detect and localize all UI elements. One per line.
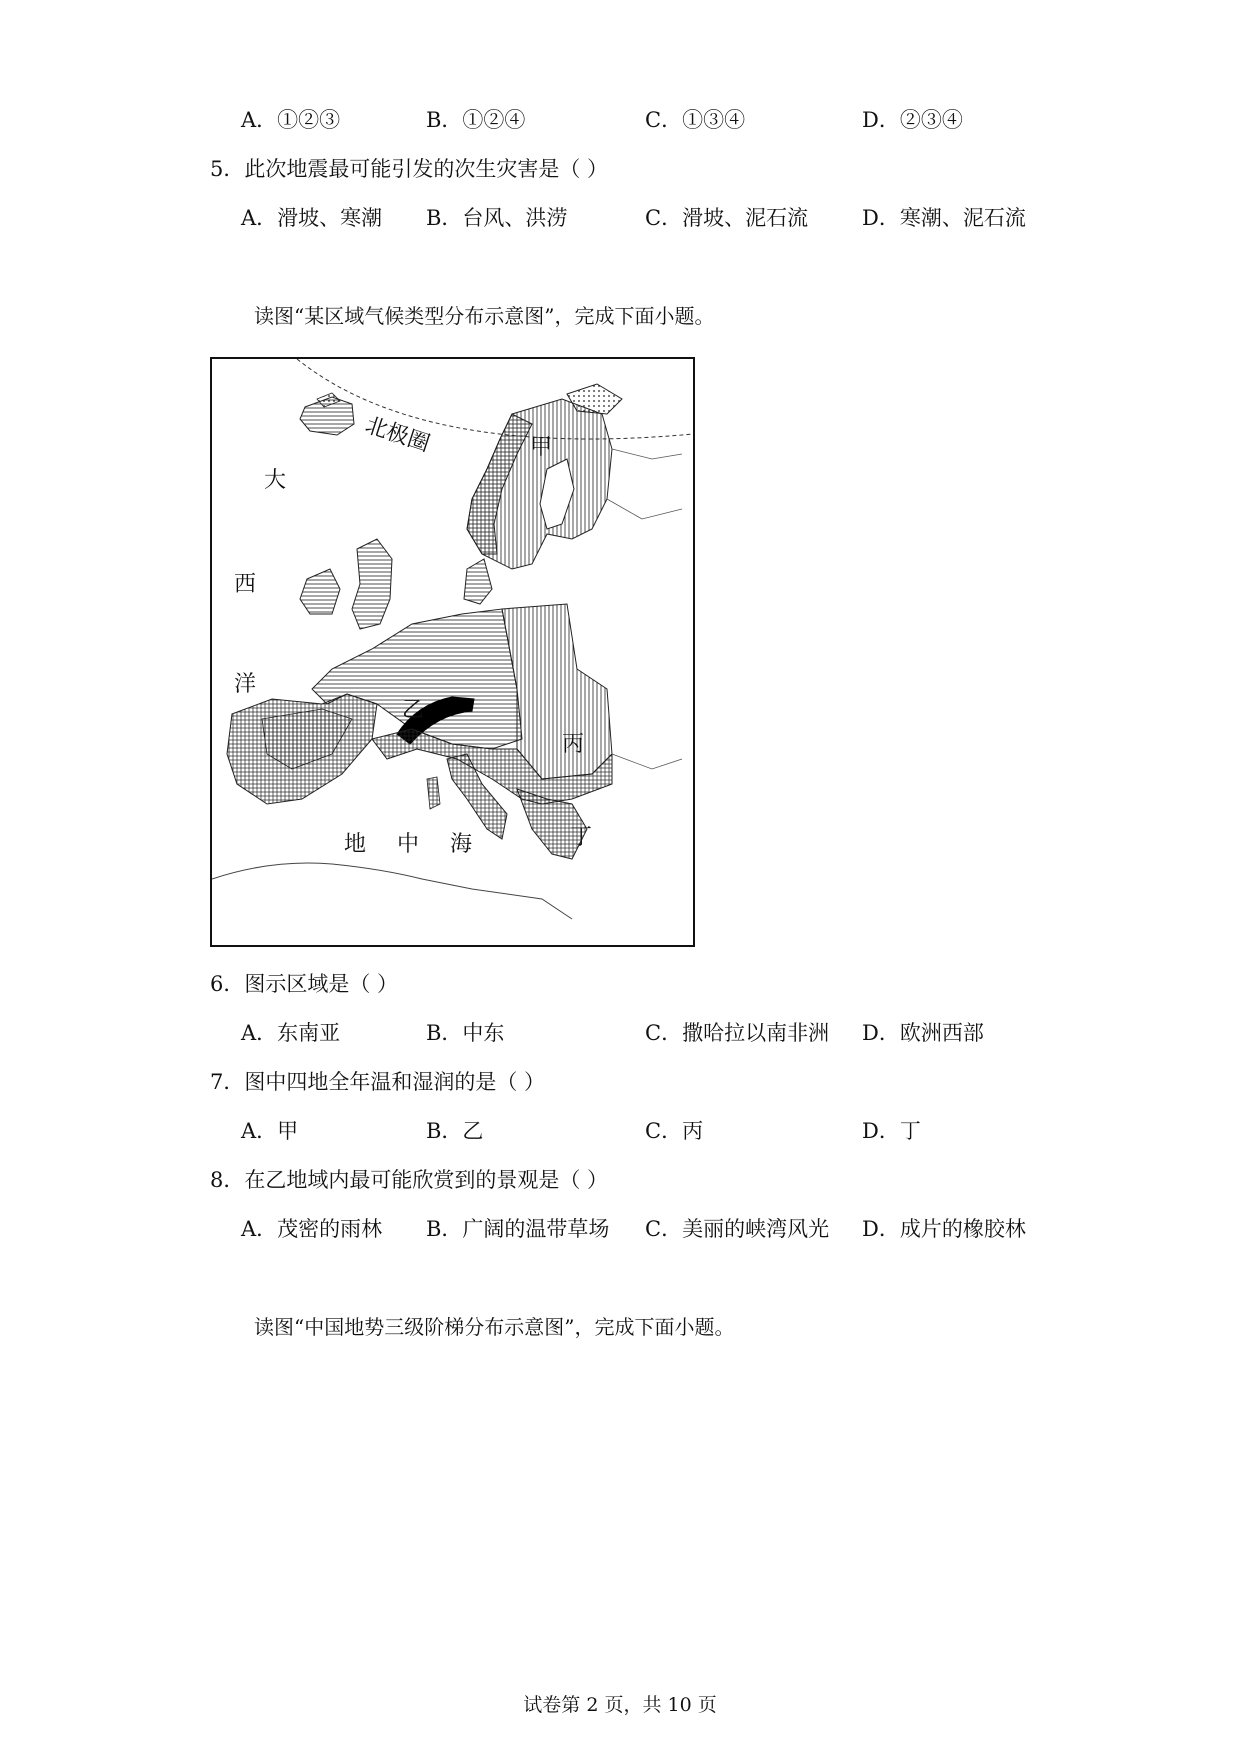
q8-option-a: A．茂密的雨林: [241, 1217, 383, 1241]
q4-option-b: B．①②④: [426, 108, 526, 132]
q6-stem: 6．图示区域是（ ）: [210, 972, 399, 996]
label-atlantic-yang: 洋: [234, 672, 257, 697]
q7-option-a: A．甲: [241, 1119, 299, 1143]
q8-option-c: C．美丽的峡湾风光: [645, 1217, 830, 1241]
q7-option-d: D．丁: [862, 1119, 921, 1143]
q5-option-d: D．寒潮、泥石流: [862, 206, 1026, 230]
label-med-hai: 海: [450, 832, 473, 857]
china-map-intro: 读图“中国地势三级阶梯分布示意图”，完成下面小题。: [254, 1315, 735, 1339]
sardinia-shape: [427, 777, 440, 809]
label-med-di: 地: [344, 832, 367, 857]
q8-option-b: B．广阔的温带草场: [426, 1217, 610, 1241]
label-bing: 丙: [562, 732, 585, 757]
arctic-circle-line: [297, 359, 693, 439]
q4-option-a: A．①②③: [241, 108, 341, 132]
climate-map: [210, 357, 695, 947]
q4-option-d: D．②③④: [862, 108, 963, 132]
denmark-shape: [464, 559, 492, 604]
q5-stem: 5．此次地震最可能引发的次生灾害是（ ）: [210, 157, 609, 181]
q5-option-c: C．滑坡、泥石流: [645, 206, 809, 230]
label-ding: 丁: [570, 825, 593, 850]
q6-option-a: A．东南亚: [241, 1021, 341, 1045]
q4-option-c: C．①③④: [645, 108, 746, 132]
q8-option-d: D．成片的橡胶林: [862, 1217, 1026, 1241]
q6-option-c: C．撒哈拉以南非洲: [645, 1021, 830, 1045]
ireland-shape: [300, 569, 340, 614]
label-yi: 乙: [402, 698, 425, 723]
label-atlantic-xi: 西: [234, 572, 257, 597]
q8-stem: 8．在乙地域内最可能欣赏到的景观是（ ）: [210, 1168, 609, 1192]
page-footer: 试卷第 2 页，共 10 页: [523, 1694, 717, 1716]
label-med-zhong: 中: [397, 832, 420, 857]
north-africa-coast: [212, 863, 572, 919]
q7-option-c: C．丙: [645, 1119, 704, 1143]
eastern-borders: [607, 449, 682, 769]
climate-map-svg: [212, 359, 693, 945]
q5-option-b: B．台风、洪涝: [426, 206, 568, 230]
great-britain-shape: [352, 539, 392, 629]
q6-option-b: B．中东: [426, 1021, 505, 1045]
label-atlantic-da: 大: [264, 468, 287, 493]
q7-option-b: B．乙: [426, 1119, 484, 1143]
map-intro: 读图“某区域气候类型分布示意图”，完成下面小题。: [254, 304, 715, 328]
label-jia: 甲: [530, 435, 553, 460]
q7-stem: 7．图中四地全年温和湿润的是（ ）: [210, 1070, 546, 1094]
q6-option-d: D．欧洲西部: [862, 1021, 984, 1045]
arctic-circle-label: 北极圈: [362, 412, 433, 458]
q5-option-a: A．滑坡、寒潮: [241, 206, 383, 230]
